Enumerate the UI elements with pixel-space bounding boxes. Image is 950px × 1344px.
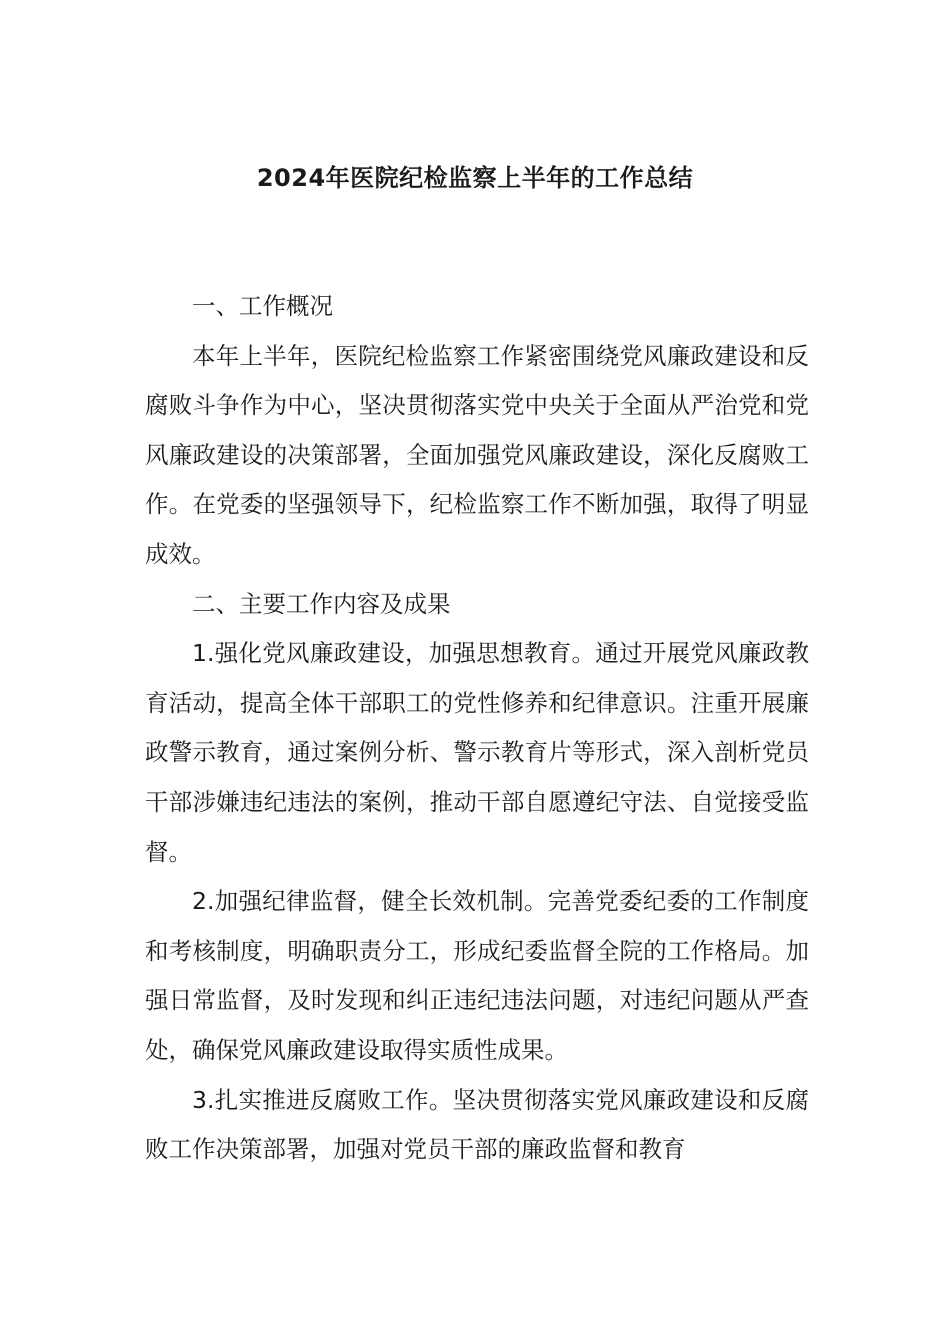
document-body xyxy=(145,282,809,1175)
section-heading-overview: 一、工作概况 xyxy=(192,292,333,320)
paragraph-item-3: 3.扎实推进反腐败工作。坚决贯彻落实党风廉政建设和反腐败工作决策部署，加强对党员干部的廉政监督和教育 xyxy=(145,1085,809,1164)
section-heading-main-work: 二、主要工作内容及成果 xyxy=(192,589,451,618)
paragraph-overview: 本年上半年，医院纪检监察工作紧密围绕党风廉政建设和反腐败斗争作为中心，坚决贯彻落实党中央关于全面从严治党和党风廉政建设的决策部署，全面加强党风廉政建设，深化反腐败工作。在党委的坚强领导下，纪检监察工作不断加强，取得了明显成效。 xyxy=(145,341,809,568)
paragraph-item-1: 1.强化党风廉政建设，加强思想教育。通过开展党风廉政教育活动，提高全体干部职工的党性修养和纪律意识。注重开展廉政警示教育，通过案例分析、警示教育片等形式，深入剖析党员干部涉嫌违纪违法的案例，推动干部自愿遵纪守法、自觉接受监督。 xyxy=(145,639,809,866)
document-title: 2024年医院纪检监察上半年的工作总结 xyxy=(256,164,694,192)
paragraph-item-2: 2.加强纪律监督，健全长效机制。完善党委纪委的工作制度和考核制度，明确职责分工，形成纪委监督全院的工作格局。加强日常监督，及时发现和纠正违纪违法问题，对违纪问题从严查处，确保党风廉政建设取得实质性成果。 xyxy=(145,887,809,1064)
